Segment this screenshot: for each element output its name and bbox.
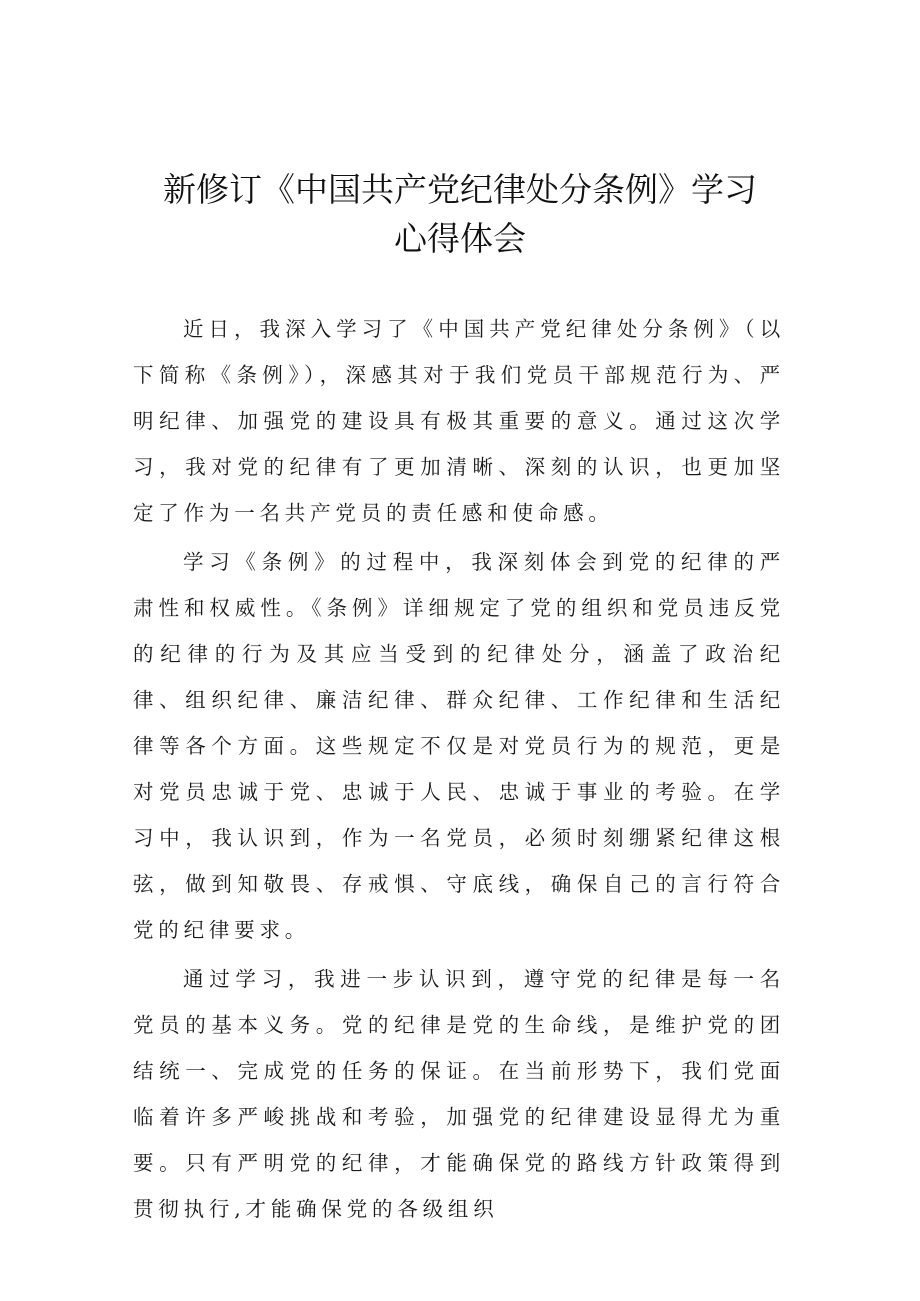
title-line-2: 心得体会 xyxy=(394,219,526,258)
title-line-1: 新修订《中国共产党纪律处分条例》学习 xyxy=(163,170,757,209)
document-body xyxy=(133,306,785,1235)
paragraph-1: 近日，我深入学习了《中国共产党纪律处分条例》（以下简称《条例》），深感其对于我们党员干部规范行为、严明纪律、加强党的建设具有极其重要的意义。通过这次学习，我对党的纪律有了更加清晰、深刻的认识，也更加坚定了作为一名共产党员的责任感和使命感。 xyxy=(133,317,785,525)
document-title xyxy=(100,165,820,263)
paragraph-2: 学习《条例》的过程中，我深刻体会到党的纪律的严肃性和权威性。《条例》详细规定了党的组织和党员违反党的纪律的行为及其应当受到的纪律处分，涵盖了政治纪律、组织纪律、廉洁纪律、群众纪律、工作纪律和生活纪律等各个方面。这些规定不仅是对党员行为的规范，更是对党员忠诚于党、忠诚于人民、忠诚于事业的考验。在学习中，我认识到，作为一名党员，必须时刻绷紧纪律这根弦，做到知敬畏、存戒惧、守底线，确保自己的言行符合党的纪律要求。 xyxy=(133,550,785,942)
paragraph-3: 通过学习，我进一步认识到，遵守党的纪律是每一名党员的基本义务。党的纪律是党的生命线，是维护党的团结统一、完成党的任务的保证。在当前形势下，我们党面临着许多严峻挑战和考验，加强党的纪律建设显得尤为重要。只有严明党的纪律，才能确保党的路线方针政策得到贯彻执行,才能确保党的各级组织 xyxy=(133,967,785,1221)
